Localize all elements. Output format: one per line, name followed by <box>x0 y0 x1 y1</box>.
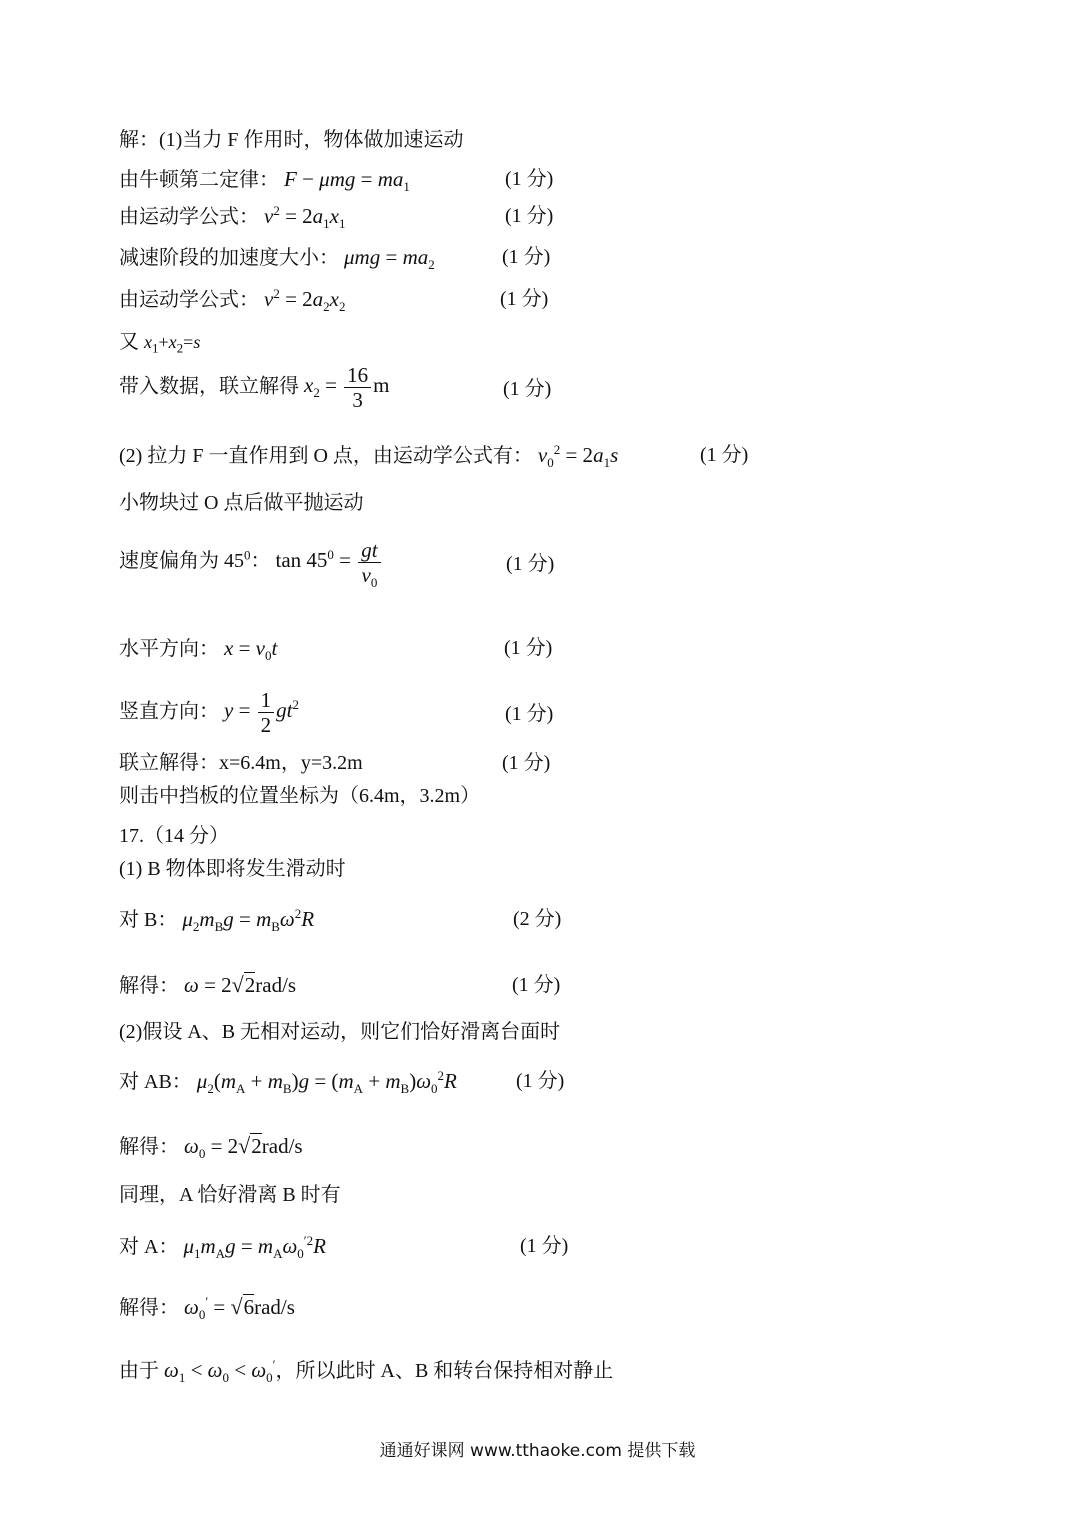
fraction: $\frac{gt}{v_0}$ <box>358 538 380 587</box>
line-label: 对 B： <box>119 909 178 931</box>
line-label: 又 <box>119 331 139 353</box>
equation: y = $\frac{1}{2}$ $gt^2$ <box>224 688 300 737</box>
line-label: 对 A： <box>119 1236 179 1258</box>
equation: $v_0^2 = 2a_1s$ <box>537 442 619 471</box>
equation-for-ab-line <box>119 1068 457 1097</box>
score-mark: (1 分) <box>505 703 554 725</box>
score-mark: (1 分) <box>502 246 551 268</box>
equation: $F - \mu mg = ma_1$ <box>284 167 410 195</box>
problem-17-part1: (1) B 物体即将发生滑动时 <box>119 858 346 880</box>
equation: $\omega_0' = √6rad/s$ <box>184 1294 295 1323</box>
solution-part2-line <box>119 442 619 471</box>
problem-17-heading: 17.（14 分） <box>119 825 229 847</box>
equation: $\mu_2(m_A + m_B)g = (m_A + m_B)\omega_0^2R$ <box>196 1068 457 1097</box>
score-mark: (1 分) <box>516 1070 565 1092</box>
line-label: 解得： <box>119 1297 179 1319</box>
fraction: $\frac{16}{3}$ <box>344 363 371 412</box>
score-mark: (1 分) <box>505 168 554 190</box>
score-mark: (1 分) <box>503 378 552 400</box>
deceleration-line <box>119 245 435 273</box>
equation: ω = 2√2rad/s <box>184 972 297 997</box>
score-mark: (1 分) <box>520 1235 569 1257</box>
line-label: 带入数据，联立解得 <box>119 375 299 398</box>
line-label: ，所以此时 A、B 和转台保持相对静止 <box>275 1360 614 1382</box>
line-label: 由运动学公式： <box>119 206 259 228</box>
equation: $\tan 45^0$ = $\frac{gt}{v_0}$ <box>276 548 383 572</box>
equation: $x_1+x_2=s$ <box>144 332 201 356</box>
line-label: 由于 <box>119 1360 159 1382</box>
velocity-angle-line <box>119 538 383 591</box>
score-mark: (1 分) <box>506 553 555 575</box>
equation: $x = v_0t$ <box>224 636 278 664</box>
equation: $\mu_2m_Bg = m_B\omega^2R$ <box>182 906 315 935</box>
kinematics-line-1 <box>119 203 346 232</box>
likewise-statement: 同理，A 恰好滑离 B 时有 <box>119 1184 341 1206</box>
inequality: $\omega_1 < \omega_0 < \omega_0'$ <box>164 1357 276 1386</box>
newton-second-law-line <box>119 167 410 195</box>
projectile-statement: 小物块过 O 点后做平抛运动 <box>119 492 364 514</box>
equation: $x_2$ = $\frac{16}{3}$ m <box>304 363 390 412</box>
line-label: 水平方向： <box>119 638 219 660</box>
kinematics-line-2 <box>119 286 346 315</box>
equation-for-b-line <box>119 906 315 935</box>
score-mark: (1 分) <box>512 974 561 996</box>
equation-for-a-line <box>119 1233 326 1262</box>
vertical-direction-line <box>119 688 299 737</box>
equation: $v^2 = 2a_1x_1$ <box>264 203 346 232</box>
solve-omega0-prime-line <box>119 1294 295 1323</box>
line-label: 减速阶段的加速度大小： <box>119 247 339 269</box>
conclusion-line <box>119 1357 614 1386</box>
substitute-result-line <box>119 363 390 412</box>
line-label: 解得： <box>119 1136 179 1158</box>
score-mark: (1 分) <box>500 288 549 310</box>
line-label: 解得： <box>119 975 179 997</box>
line-label: 由牛顿第二定律： <box>119 169 279 191</box>
line-label: 竖直方向： <box>119 700 219 723</box>
line-label: (2) 拉力 F 一直作用到 O 点，由运动学公式有： <box>119 445 533 467</box>
equation: $\omega_0 = 2√2rad/s$ <box>184 1133 303 1162</box>
solve-omega1-line <box>119 973 296 998</box>
problem-17-part2: (2)假设 A、B 无相对运动，则它们恰好滑离台面时 <box>119 1021 561 1043</box>
line-label: 对 AB： <box>119 1071 192 1093</box>
line-label: 由运动学公式： <box>119 289 259 311</box>
footer-source: 通通好课网 www.tthaoke.com 提供下载 <box>379 1441 696 1461</box>
equation: $\mu_1m_Ag = m_A\omega_0^{'2}R$ <box>183 1233 326 1262</box>
joint-result-line: 联立解得：x=6.4m，y=3.2m <box>119 752 363 774</box>
score-mark: (1 分) <box>505 205 554 227</box>
equation: $v^2 = 2a_2x_2$ <box>264 286 346 315</box>
fraction: $\frac{1}{2}$ <box>258 688 275 737</box>
impact-coordinate-line: 则击中挡板的位置坐标为（6.4m，3.2m） <box>119 785 481 807</box>
horizontal-direction-line <box>119 636 278 664</box>
solution-part1-header: 解：(1)当力 F 作用时，物体做加速运动 <box>119 129 464 151</box>
line-label: 速度偏角为 $45^0$： <box>119 547 271 573</box>
equation: $\mu mg = ma_2$ <box>344 245 435 273</box>
score-mark: (1 分) <box>504 637 553 659</box>
score-mark: (1 分) <box>502 752 551 774</box>
solve-omega0-line <box>119 1133 303 1162</box>
distance-relation-line <box>119 330 200 354</box>
score-mark: (2 分) <box>513 908 562 930</box>
score-mark: (1 分) <box>700 444 749 466</box>
